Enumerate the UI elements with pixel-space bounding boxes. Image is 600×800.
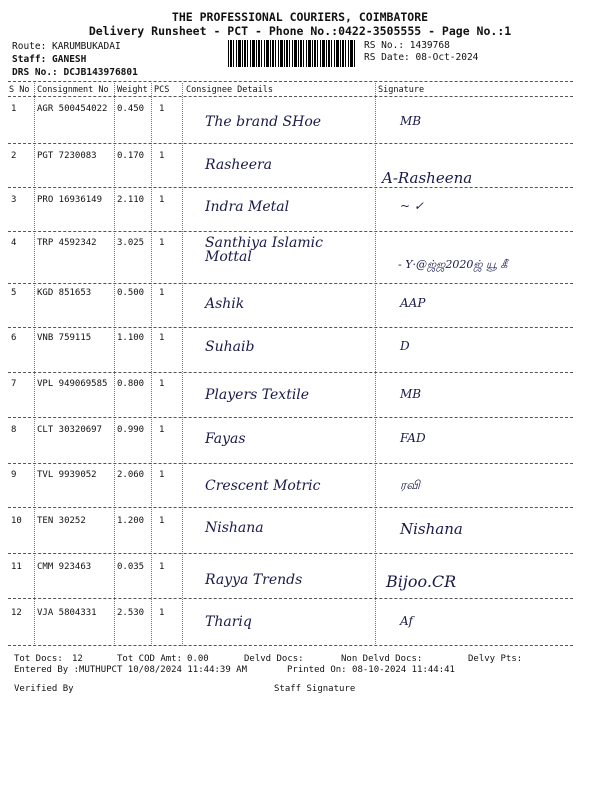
row-sno: 7	[11, 379, 17, 389]
row-consignee-handwritten: Thariq	[205, 614, 252, 630]
row-pcs: 1	[159, 562, 165, 572]
row-pcs: 1	[159, 608, 165, 618]
row-pcs: 1	[159, 379, 165, 389]
row-rule	[8, 417, 573, 418]
row-pcs: 1	[159, 104, 165, 114]
row-rule	[8, 553, 573, 554]
row-consignment-no: VNB 759115	[37, 333, 92, 343]
delvd-docs-label: Delvd Docs:	[244, 654, 304, 664]
row-pcs: 1	[159, 516, 165, 526]
row-signature-handwritten: A-Rasheena	[382, 169, 473, 187]
row-signature-handwritten: ~ ✓	[400, 199, 424, 213]
row-signature-handwritten: MB	[400, 114, 422, 128]
row-signature-handwritten: ரவி	[400, 478, 420, 492]
verified-by-label: Verified By	[14, 684, 74, 694]
row-weight: 2.060	[117, 470, 145, 480]
tot-cod-value: 0.00	[187, 654, 209, 664]
row-consignment-no: TVL 9939052	[37, 470, 97, 480]
row-consignee-handwritten: Fayas	[205, 431, 246, 447]
row-consignee-handwritten: Nishana	[205, 520, 264, 536]
row-rule	[8, 327, 573, 328]
row-pcs: 1	[159, 238, 165, 248]
tot-docs-label: Tot Docs:	[14, 654, 63, 664]
row-consignee-handwritten: The brand SHoe	[205, 114, 322, 130]
row-consignment-no: TRP 4592342	[37, 238, 97, 248]
col-header-weight: Weight	[117, 85, 148, 95]
row-consignee-handwritten: Crescent Motric	[205, 478, 321, 494]
row-weight: 0.035	[117, 562, 145, 572]
row-weight: 0.800	[117, 379, 145, 389]
col-divider	[182, 83, 183, 646]
row-rule	[8, 372, 573, 373]
table-bottom-rule	[8, 645, 573, 646]
rs-date: RS Date: 08-Oct-2024	[364, 52, 479, 63]
row-signature-handwritten: FAD	[400, 431, 426, 445]
row-consignment-no: VJA 5804331	[37, 608, 97, 618]
row-consignment-no: VPL 949069585	[37, 379, 108, 389]
row-weight: 0.170	[117, 151, 145, 161]
entered-by: Entered By :MUTHUPCT 10/08/2024 11:44:39 AM	[14, 665, 247, 675]
route-label: Route: KARUMBUKADAI	[12, 41, 121, 52]
row-sno: 11	[11, 562, 22, 572]
row-rule	[8, 187, 573, 188]
row-sno: 4	[11, 238, 17, 248]
table-header-rule	[8, 96, 573, 97]
row-consignee-handwritten: Players Textile	[205, 387, 310, 403]
row-rule	[8, 598, 573, 599]
col-divider	[114, 83, 115, 646]
col-header-pcs: PCS	[154, 85, 170, 95]
row-rule	[8, 283, 573, 284]
row-rule	[8, 231, 573, 232]
non-delvd-docs-label: Non Delvd Docs:	[341, 654, 423, 664]
row-rule	[8, 507, 573, 508]
row-signature-handwritten: Bijoo.CR	[386, 572, 457, 591]
row-weight: 1.100	[117, 333, 145, 343]
row-pcs: 1	[159, 288, 165, 298]
row-weight: 0.500	[117, 288, 145, 298]
company-title: THE PROFESSIONAL COURIERS, COIMBATORE	[171, 10, 429, 24]
row-consignee-handwritten: Suhaib	[205, 339, 255, 355]
printed-on: Printed On: 08-10-2024 11:44:41	[287, 665, 455, 675]
row-consignee-handwritten: Ashik	[205, 296, 245, 312]
staff-signature-label: Staff Signature	[274, 684, 356, 694]
row-weight: 1.200	[117, 516, 145, 526]
col-divider	[375, 83, 376, 646]
barcode-image	[228, 40, 356, 67]
row-sno: 12	[11, 608, 22, 618]
col-header-consignee: Consignee Details	[186, 85, 273, 95]
row-weight: 0.450	[117, 104, 145, 114]
row-consignment-no: PGT 7230083	[37, 151, 97, 161]
row-consignee-handwritten: Rasheera	[205, 157, 273, 173]
tot-cod-label: Tot COD Amt:	[117, 654, 183, 664]
row-sno: 5	[11, 288, 17, 298]
row-rule	[8, 463, 573, 464]
col-header-sno: S No	[9, 85, 30, 95]
row-consignee-handwritten: Santhiya Islamic Mottal	[205, 235, 323, 265]
row-consignee-handwritten: Indra Metal	[205, 199, 290, 215]
row-sno: 3	[11, 195, 17, 205]
row-signature-handwritten: Nishana	[400, 520, 463, 538]
row-weight: 2.530	[117, 608, 145, 618]
row-signature-handwritten: AAP	[400, 296, 426, 310]
row-consignee-handwritten: Rayya Trends	[205, 572, 303, 588]
row-signature-handwritten: - Y·@ஜ்ஜ2020ஜ் யூ கீ	[398, 258, 508, 271]
drs-number: DRS No.: DCJB143976801	[12, 67, 138, 78]
row-weight: 0.990	[117, 425, 145, 435]
staff-label: Staff: GANESH	[12, 54, 87, 65]
row-pcs: 1	[159, 195, 165, 205]
row-pcs: 1	[159, 151, 165, 161]
row-weight: 3.025	[117, 238, 145, 248]
row-sno: 8	[11, 425, 17, 435]
row-rule	[8, 143, 573, 144]
col-divider	[34, 83, 35, 646]
row-pcs: 1	[159, 425, 165, 435]
row-weight: 2.110	[117, 195, 145, 205]
delvy-pts-label: Delvy Pts:	[468, 654, 523, 664]
row-sno: 9	[11, 470, 17, 480]
row-consignment-no: PRO 16936149	[37, 195, 103, 205]
row-signature-handwritten: MB	[400, 387, 422, 401]
row-sno: 6	[11, 333, 17, 343]
col-header-signature: Signature	[378, 85, 425, 95]
row-signature-handwritten: D	[400, 339, 410, 353]
row-consignment-no: CMM 923463	[37, 562, 92, 572]
row-sno: 1	[11, 104, 17, 114]
row-pcs: 1	[159, 470, 165, 480]
row-consignment-no: KGD 851653	[37, 288, 92, 298]
row-consignment-no: CLT 30320697	[37, 425, 103, 435]
table-top-rule	[8, 81, 573, 82]
row-consignment-no: AGR 500454022	[37, 104, 108, 114]
row-consignment-no: TEN 30252	[37, 516, 86, 526]
runsheet-subtitle: Delivery Runsheet - PCT - Phone No.:0422-3505555 - Page No.:1	[88, 24, 512, 38]
rs-number: RS No.: 1439768	[364, 40, 450, 51]
row-pcs: 1	[159, 333, 165, 343]
tot-docs-value: 12	[72, 654, 83, 664]
row-signature-handwritten: Af	[400, 614, 413, 628]
col-divider	[151, 83, 152, 646]
row-sno: 10	[11, 516, 22, 526]
row-sno: 2	[11, 151, 17, 161]
col-header-consignment: Consignment No	[37, 85, 109, 95]
